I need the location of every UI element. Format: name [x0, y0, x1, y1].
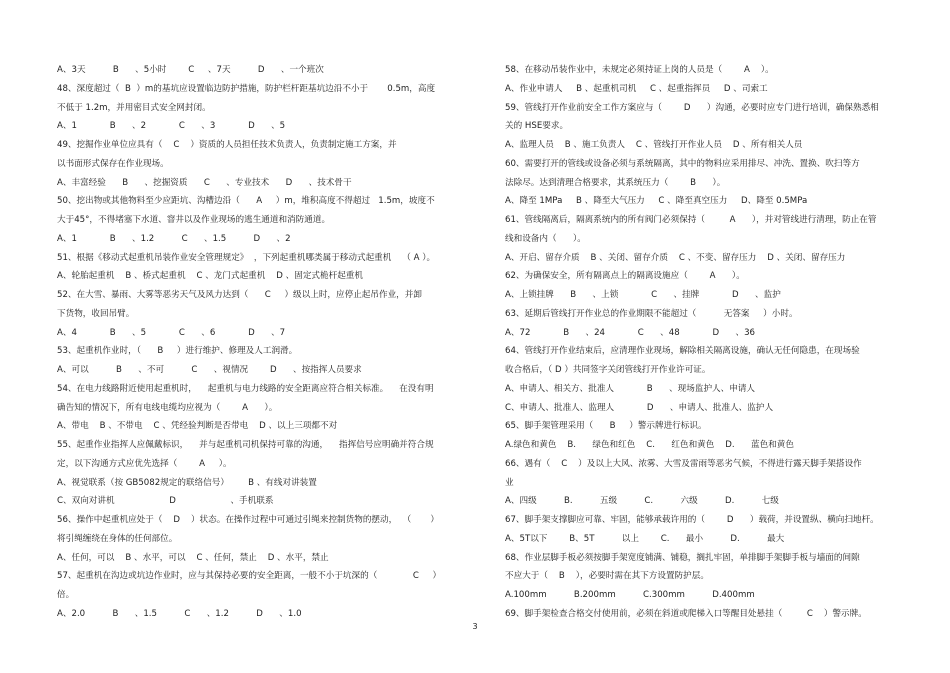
text-line: A、5T以下 B、5T 以上 C. 最小 D. 最大: [505, 533, 785, 544]
text-line: 确告知的情况下，所有电线电缆均应视为（ A ）。: [57, 402, 278, 413]
text-line: 定，以下沟通方式应优先选择（ A ）。: [57, 458, 232, 469]
text-line: C、申请人、批准人、监理人 D 、申请人、批准人、监护人: [505, 402, 774, 413]
text-line: 61、管线隔离后，隔离系统内的所有阀门必须保持（ A ），并对管线进行清理，防止在管: [505, 215, 877, 225]
text-line: A、监理人员 B 、施工负责人 C 、管线打开作业人员 D 、所有相关人员: [505, 140, 803, 150]
text-line: 54、在电力线路附近使用起重机时， 起重机与电力线路的安全距离应符合相关标准。 在没有明: [57, 383, 434, 394]
text-line: A、四级 B. 五级 C. 六级 D. 七级: [505, 496, 779, 507]
text-line: 倍。: [57, 590, 75, 600]
text-line: A、开启、留存介质 B 、关闭、留存介质 C 、不变、留存压力 D 、关闭、留存压力: [505, 252, 846, 263]
text-line: 法除尽。达到清理合格要求，其系统压力（ B ）。: [505, 177, 726, 188]
right-column: [505, 61, 890, 624]
text-line: 67、脚手架支撑脚应可靠、牢固，能够承载许用的（ D ）载荷，并设置纵、横向扫地杆。: [505, 515, 879, 525]
text-line: A、1 B 、1.2 C 、1.5 D 、2: [57, 233, 291, 244]
text-line: 48、深度超过（ B ）m的基坑应设置临边防护措施，防护栏杆距基坑边沿不小于 0.5m，高度: [57, 83, 436, 94]
text-line: A、3天 B 、5小时 C 、7天 D 、一个班次: [57, 65, 324, 75]
text-line: 59、管线打开作业前安全工作方案应与（ D ）沟通，必要时应专门进行培训，确保熟悉相: [505, 102, 879, 113]
text-line: 关的 HSE要求。: [505, 121, 569, 132]
text-line: A.100mm B.200mm C.300mm D.400mm: [505, 590, 755, 600]
text-line: 收合格后，（ D ）共同签字关闭管线打开作业许可证。: [505, 365, 711, 375]
page-number: 3: [472, 622, 478, 631]
text-line: 下货物，收回吊臂。: [57, 308, 135, 319]
text-line: A、任何，可以 B 、水平，可以 C 、任何，禁止 D 、水平，禁止: [57, 552, 329, 563]
text-line: 不低于 1.2m，并用密目式安全网封闭。: [57, 102, 211, 113]
text-line: A、丰富经验 B 、挖掘资质 C 、专业技术 D 、技术骨干: [57, 177, 352, 188]
text-line: 68、作业层脚手板必须按脚手架宽度铺满、铺稳，搁扎牢固，单排脚手架脚手板与墙面的间隙: [505, 552, 860, 563]
text-line: A、作业申请人 B 、起重机司机 C 、起重指挥员 D 、司索工: [505, 83, 768, 94]
text-line: 65、脚手架管理采用（ B ）警示牌进行标识。: [505, 421, 707, 432]
text-line: A、带电 B 、不带电 C 、凭经验判断是否带电 D 、以上三项都不对: [57, 421, 338, 432]
text-line: 56、操作中起重机应处于（ D ）状态。在操作过程中可通过引绳来控制货物的摆动， （ ）: [57, 515, 439, 525]
text-line: 大于45°，不得堵塞下水道、窨井以及作业现场的逃生通道和消防通道。: [57, 215, 331, 225]
text-line: 以书面形式保存在作业现场。: [57, 158, 169, 169]
text-line: 53、起重机作业时，（ B ）进行维护、修理及人工润滑。: [57, 346, 298, 357]
text-line: 62、为确保安全，所有隔离点上的隔离设施应（ A ）。: [505, 271, 745, 282]
text-line: 49、挖掘作业单位应具有（ C ）资质的人员担任技术负责人，负责制定施工方案，并: [57, 140, 397, 150]
text-line: A、申请人、相关方、批准人 B 、现场监护人、申请人: [505, 383, 756, 394]
text-line: A、1 B 、2 C 、3 D 、5: [57, 121, 286, 132]
text-line: 64、管线打开作业结束后，应清理作业现场，解除相关隔离设施，确认无任何隐患，在现场验: [505, 346, 860, 357]
text-line: 50、挖出物或其他物料至少应距坑、沟槽边沿（ A ）m，堆积高度不得超过 1.5m，坡度不: [57, 196, 435, 207]
text-line: 51、根据《移动式起重机吊装作业安全管理规定》 ，下列起重机哪类属于移动式起重机 （ A ）。: [57, 252, 436, 263]
text-line: 63、延期后管线打开作业总的作业期限不能超过（ 无答案 ）小时。: [505, 308, 798, 319]
text-line: 58、在移动吊装作业中，未规定必须持证上岗的人员是（ A ）。: [505, 65, 774, 75]
text-line: 业: [505, 477, 514, 488]
text-line: 57、起重机在沟边或坑边作业时，应与其保持必要的安全距离，一般不小于坑深的（ C ）: [57, 571, 442, 582]
text-line: 52、在大雪、暴雨、大雾等恶劣天气及风力达到（ C ）级以上时，应停止起吊作业，并卸: [57, 290, 422, 300]
text-line: 60、需要打开的管线或设备必须与系统隔离，其中的物料应采用排尽、冲洗、置换、吹扫等方: [505, 158, 860, 169]
text-line: 69、脚手架检查合格交付使用前，必须在斜道或爬梯入口等醒目处悬挂（ C ）警示牌。: [505, 608, 867, 619]
text-line: A、可以 B 、不可 C 、视情况 D 、按指挥人员要求: [57, 365, 362, 375]
text-line: A、轮胎起重机 B 、桥式起重机 C 、龙门式起重机 D 、固定式桅杆起重机: [57, 271, 363, 282]
text-line: A、2.0 B 、1.5 C 、1.2 D 、1.0: [57, 608, 302, 619]
text-line: 66、遇有（ C ）及以上大风、浓雾、大雪及雷雨等恶劣气候，不得进行露天脚手架搭设作: [505, 458, 862, 469]
left-column: [57, 61, 477, 624]
text-line: 将引绳缠绕在身体的任何部位。: [57, 533, 178, 544]
text-line: A、4 B 、5 C 、6 D 、7: [57, 327, 286, 338]
text-line: 线和设备内（ ）。: [505, 233, 586, 244]
text-line: A、上锁挂牌 B 、上锁 C 、挂牌 D 、监护: [505, 290, 781, 300]
text-line: A、降至 1MPa B 、降至大气压力 C 、降至真空压力 D、降至 0.5MPa: [505, 196, 808, 207]
text-line: A、72 B 、24 C 、48 D 、36: [505, 327, 756, 338]
text-line: A、视觉联系（按 GB5082规定的联络信号） B 、有线对讲装置: [57, 477, 317, 488]
text-line: C、双向对讲机 D 、手机联系: [57, 496, 274, 507]
text-line: A.绿色和黄色 B. 绿色和红色 C. 红色和黄色 D. 蓝色和黄色: [505, 440, 794, 450]
text-line: 不应大于（ B ），必要时需在其下方设置防护层。: [505, 571, 709, 582]
text-line: 55、起重作业指挥人应佩戴标识， 并与起重机司机保持可靠的沟通， 指挥信号应明确并符合规: [57, 440, 434, 450]
